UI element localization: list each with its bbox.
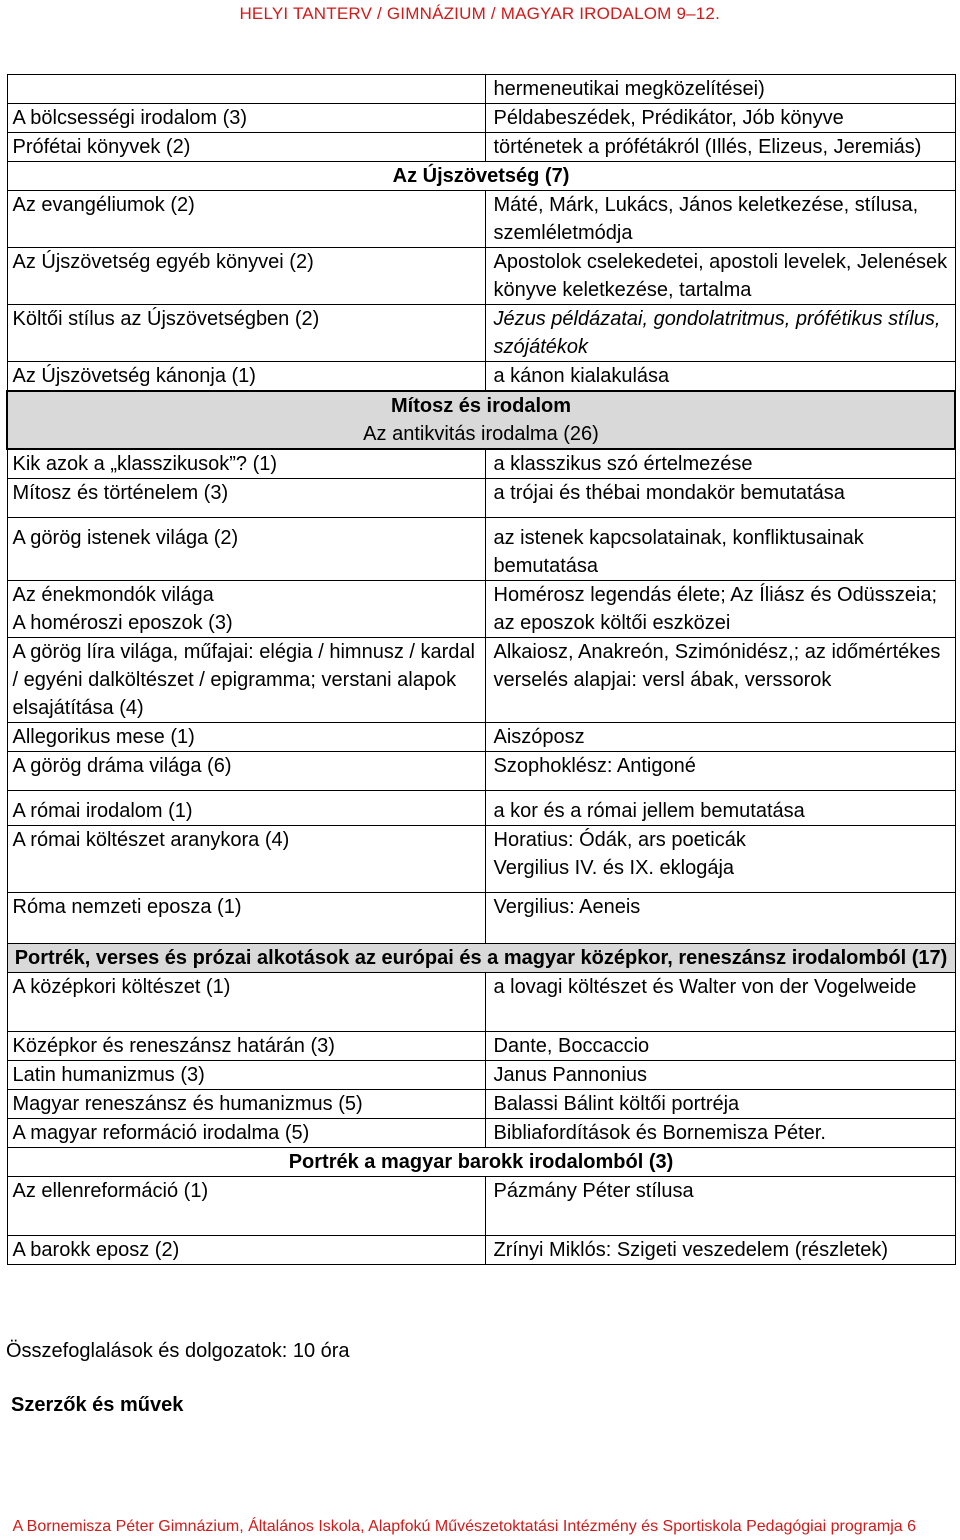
topic-cell: Prófétai könyvek (2) <box>7 133 485 162</box>
topic-cell: A bölcsességi irodalom (3) <box>7 104 485 133</box>
section-row <box>7 944 955 973</box>
table-row <box>7 1177 955 1236</box>
content-cell: Alkaiosz, Anakreón, Szimónidész,; az időmértékes verselés alapjai: versl ábak, verssorok <box>485 638 955 723</box>
content-cell: a trójai és thébai mondakör bemutatása <box>485 479 955 518</box>
authors-heading: Szerzők és művek <box>11 1394 184 1416</box>
table-row <box>7 104 955 133</box>
table-row <box>7 248 955 305</box>
content-cell: Máté, Márk, Lukács, János keletkezése, stílusa, szemléletmódja <box>485 191 955 248</box>
content-cell: az istenek kapcsolatainak, konfliktusainak bemutatása <box>485 518 955 581</box>
table-row <box>7 973 955 1032</box>
topic-cell <box>7 75 485 104</box>
topic-cell: A magyar reformáció irodalma (5) <box>7 1119 485 1148</box>
content-cell: Példabeszédek, Prédikátor, Jób könyve <box>485 104 955 133</box>
topic-cell: Mítosz és történelem (3) <box>7 479 485 518</box>
content-cell: Balassi Bálint költői portréja <box>485 1090 955 1119</box>
section-row <box>7 1148 955 1177</box>
topic-cell: Az Újszövetség egyéb könyvei (2) <box>7 248 485 305</box>
table-row <box>7 581 955 638</box>
topic-cell: Allegorikus mese (1) <box>7 723 485 752</box>
page-footer: A Bornemisza Péter Gimnázium, Általános Iskola, Alapfokú Művészetoktatási Intézmény és Sportiskola Pedagógiai programja 6 <box>12 1518 916 1535</box>
topic-cell: A középkori költészet (1) <box>7 973 485 1032</box>
content-cell: Pázmány Péter stílusa <box>485 1177 955 1236</box>
topic-cell: A görög líra világa, műfajai: elégia / himnusz / kardal / egyéni dalköltészet / epigramma; verstani alapok elsajátítása (4) <box>7 638 485 723</box>
topic-cell: Latin humanizmus (3) <box>7 1061 485 1090</box>
content-cell: Dante, Boccaccio <box>485 1032 955 1061</box>
table-row <box>7 479 955 518</box>
topic-cell: A görög dráma világa (6) <box>7 752 485 791</box>
table-row <box>7 1236 955 1265</box>
content-cell: Jézus példázatai, gondolatritmus, prófétikus stílus, szójátékok <box>485 305 955 362</box>
topic-cell: A barokk eposz (2) <box>7 1236 485 1265</box>
page-header: HELYI TANTERV / GIMNÁZIUM / MAGYAR IRODALOM 9–12. <box>239 4 720 23</box>
section-title: Mítosz és irodalom <box>390 395 572 417</box>
table-row <box>7 133 955 162</box>
table-row <box>7 893 955 944</box>
section-heading-medieval: Portrék, verses és prózai alkotások az európai és a magyar középkor, reneszánsz irodalomból (17) <box>7 944 955 973</box>
topic-cell: A görög istenek világa (2) <box>7 518 485 581</box>
content-cell: Horatius: Ódák, ars poeticák Vergilius IV. és IX. eklogája <box>485 826 955 893</box>
content-cell: hermeneutikai megközelítései) <box>485 75 955 104</box>
content-cell: Aiszóposz <box>485 723 955 752</box>
section-subtitle: Az antikvitás irodalma (26) <box>363 423 599 445</box>
table-row <box>7 191 955 248</box>
content-cell: Vergilius: Aeneis <box>485 893 955 944</box>
section-row <box>7 162 955 191</box>
table-row <box>7 1032 955 1061</box>
topic-cell: Az énekmondók világa A homéroszi eposzok (3) <box>7 581 485 638</box>
content-cell: a lovagi költészet és Walter von der Vogelweide <box>485 973 955 1032</box>
table-row <box>7 1119 955 1148</box>
table-row <box>7 752 955 791</box>
content-cell: Janus Pannonius <box>485 1061 955 1090</box>
table-row <box>7 518 955 581</box>
table-row <box>7 723 955 752</box>
topic-cell: A római irodalom (1) <box>7 791 485 826</box>
content-cell: Bibliafordítások és Bornemisza Péter. <box>485 1119 955 1148</box>
content-cell: a klasszikus szó értelmezése <box>485 449 955 479</box>
table-row <box>7 638 955 723</box>
table-row <box>7 305 955 362</box>
content-cell: Zrínyi Miklós: Szigeti veszedelem (részletek) <box>485 1236 955 1265</box>
topic-cell: Az evangéliumok (2) <box>7 191 485 248</box>
topic-cell: A római költészet aranykora (4) <box>7 826 485 893</box>
content-cell: Apostolok cselekedetei, apostoli levelek, Jelenések könyve keletkezése, tartalma <box>485 248 955 305</box>
content-cell: történetek a prófétákról (Illés, Elizeus, Jeremiás) <box>485 133 955 162</box>
content-cell: Szophoklész: Antigoné <box>485 752 955 791</box>
content-cell: a kor és a római jellem bemutatása <box>485 791 955 826</box>
table-row <box>7 791 955 826</box>
table-row <box>7 362 955 392</box>
content-cell: Homérosz legendás élete; Az Íliász és Odüsszeia; az eposzok költői eszközei <box>485 581 955 638</box>
section-heading-baroque: Portrék a magyar barokk irodalomból (3) <box>7 1148 955 1177</box>
content-cell: a kánon kialakulása <box>485 362 955 392</box>
table-row <box>7 826 955 893</box>
table-row <box>7 1090 955 1119</box>
topic-cell: Kik azok a „klasszikusok”? (1) <box>7 449 485 479</box>
table-row <box>7 1061 955 1090</box>
topic-cell: Az ellenreformáció (1) <box>7 1177 485 1236</box>
topic-cell: Költői stílus az Újszövetségben (2) <box>7 305 485 362</box>
table-row <box>7 75 955 104</box>
topic-cell: Magyar reneszánsz és humanizmus (5) <box>7 1090 485 1119</box>
topic-cell: Róma nemzeti eposza (1) <box>7 893 485 944</box>
curriculum-table <box>6 74 956 1265</box>
topic-cell: Középkor és reneszánsz határán (3) <box>7 1032 485 1061</box>
section-heading: Az Újszövetség (7) <box>7 162 955 191</box>
section-row <box>7 391 955 449</box>
summary-line: Összefoglalások és dolgozatok: 10 óra <box>6 1340 350 1362</box>
table-row <box>7 449 955 479</box>
section-heading-myth <box>7 391 955 449</box>
topic-cell: Az Újszövetség kánonja (1) <box>7 362 485 392</box>
